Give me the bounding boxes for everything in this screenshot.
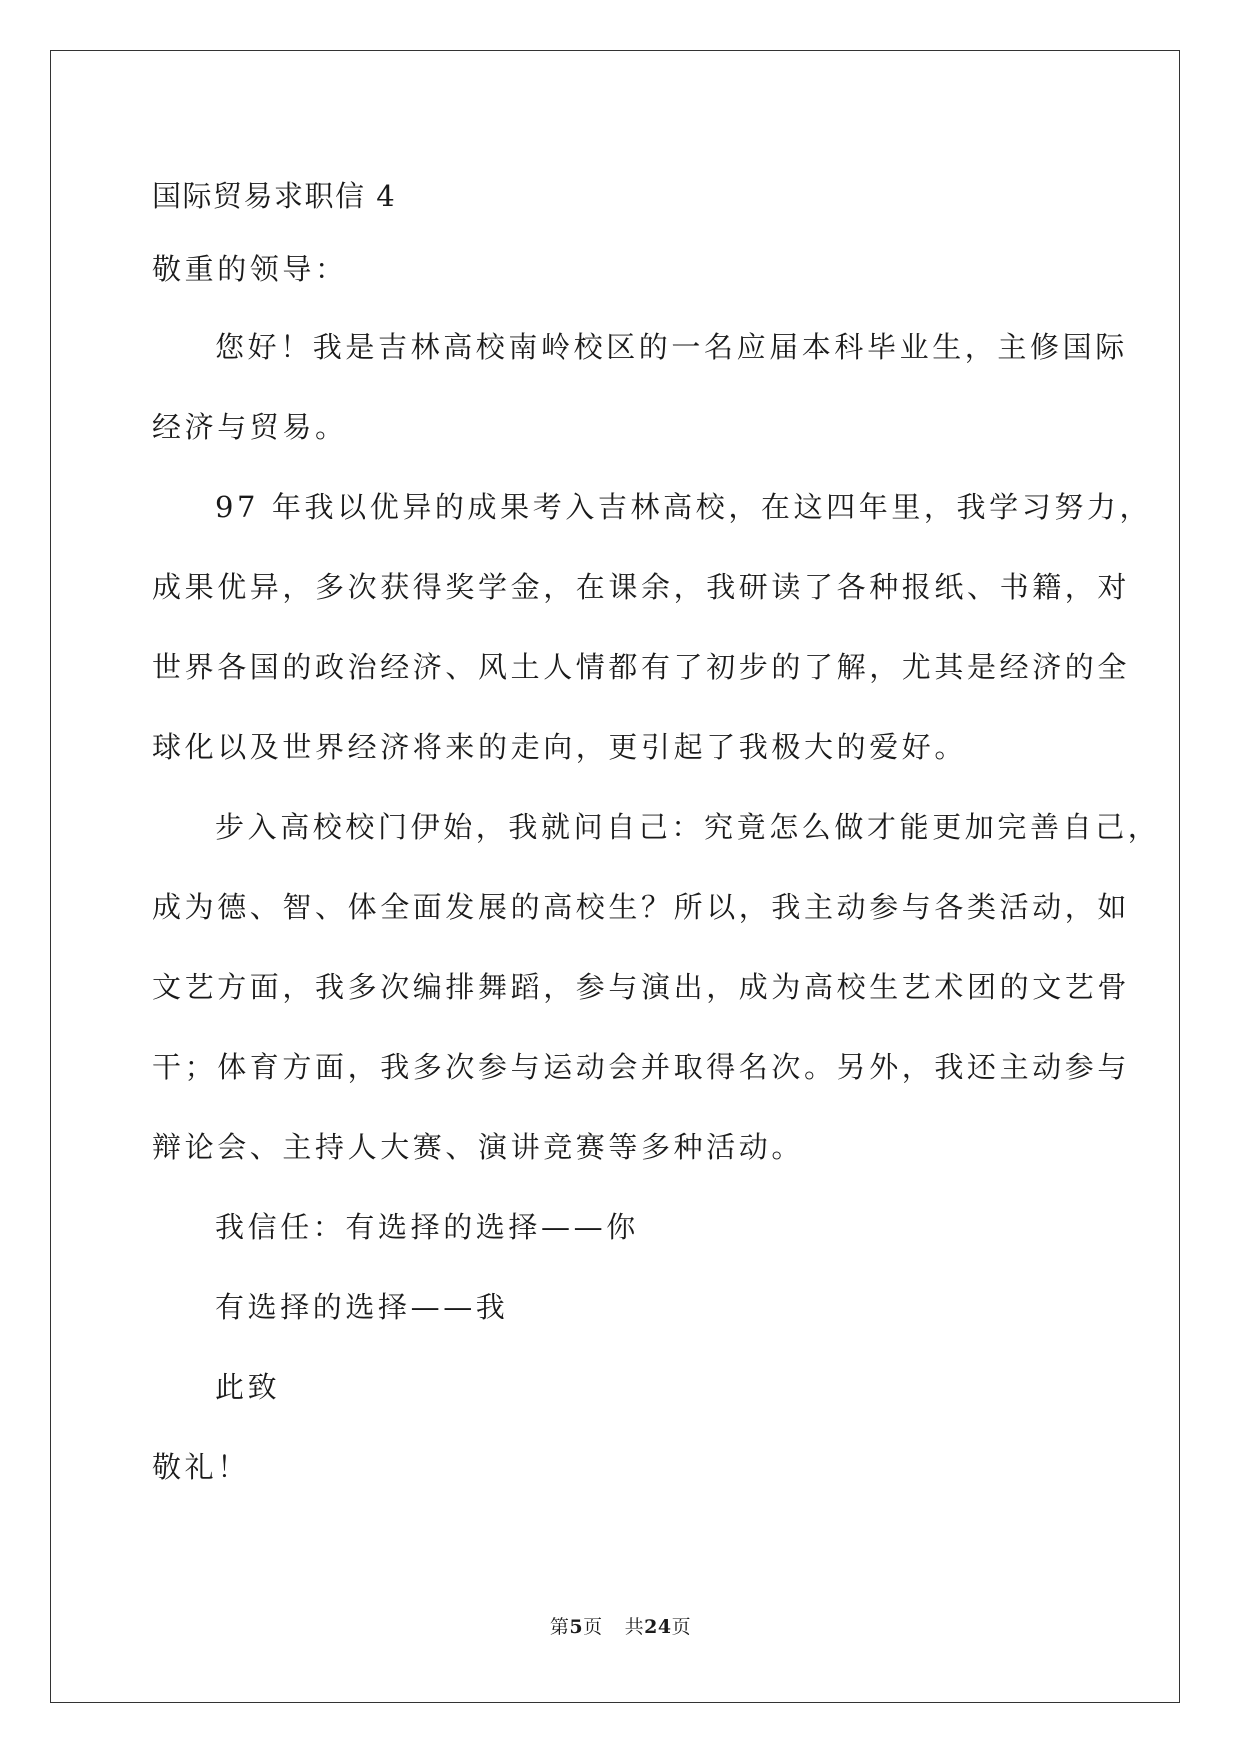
body-line: 成为德、智、体全面发展的高校生？所以，我主动参与各类活动，如	[152, 890, 1131, 924]
belief-line: 我信任：有选择的选择——你	[215, 1210, 639, 1244]
document-body	[152, 164, 1161, 1507]
page-prefix: 第	[549, 1616, 570, 1638]
body-line: 世界各国的政治经济、风土人情都有了初步的了解，尤其是经济的全	[152, 650, 1131, 684]
body-line: 成果优异，多次获得奖学金，在课余，我研读了各种报纸、书籍，对	[152, 570, 1131, 604]
salutation: 敬重的领导：	[152, 252, 348, 286]
body-line: 97 年我以优异的成果考入吉林高校，在这四年里，我学习努力，	[215, 490, 1153, 524]
body-line: 辩论会、主持人大赛、演讲竞赛等多种活动。	[152, 1130, 805, 1164]
body-line: 步入高校校门伊始，我就问自己：究竟怎么做才能更加完善自己，	[215, 810, 1161, 844]
total-suffix: 页	[671, 1616, 692, 1638]
document-title: 国际贸易求职信 4	[152, 179, 397, 213]
total-pages: 24	[644, 1616, 672, 1638]
page-footer	[0, 1612, 1241, 1639]
body-line: 球化以及世界经济将来的走向，更引起了我极大的爱好。	[152, 730, 968, 764]
body-line: 您好！我是吉林高校南岭校区的一名应届本科毕业生，主修国际	[215, 330, 1128, 364]
belief-line: 有选择的选择——我	[215, 1290, 509, 1324]
total-prefix: 共	[624, 1616, 645, 1638]
body-line: 经济与贸易。	[152, 410, 348, 444]
body-line: 文艺方面，我多次编排舞蹈，参与演出，成为高校生艺术团的文艺骨	[152, 970, 1131, 1004]
page-number: 5	[569, 1616, 584, 1638]
closing: 敬礼！	[152, 1450, 250, 1484]
body-line: 干；体育方面，我多次参与运动会并取得名次。另外，我还主动参与	[152, 1050, 1131, 1084]
page-suffix: 页	[583, 1616, 603, 1638]
closing-prefix: 此致	[215, 1370, 281, 1404]
